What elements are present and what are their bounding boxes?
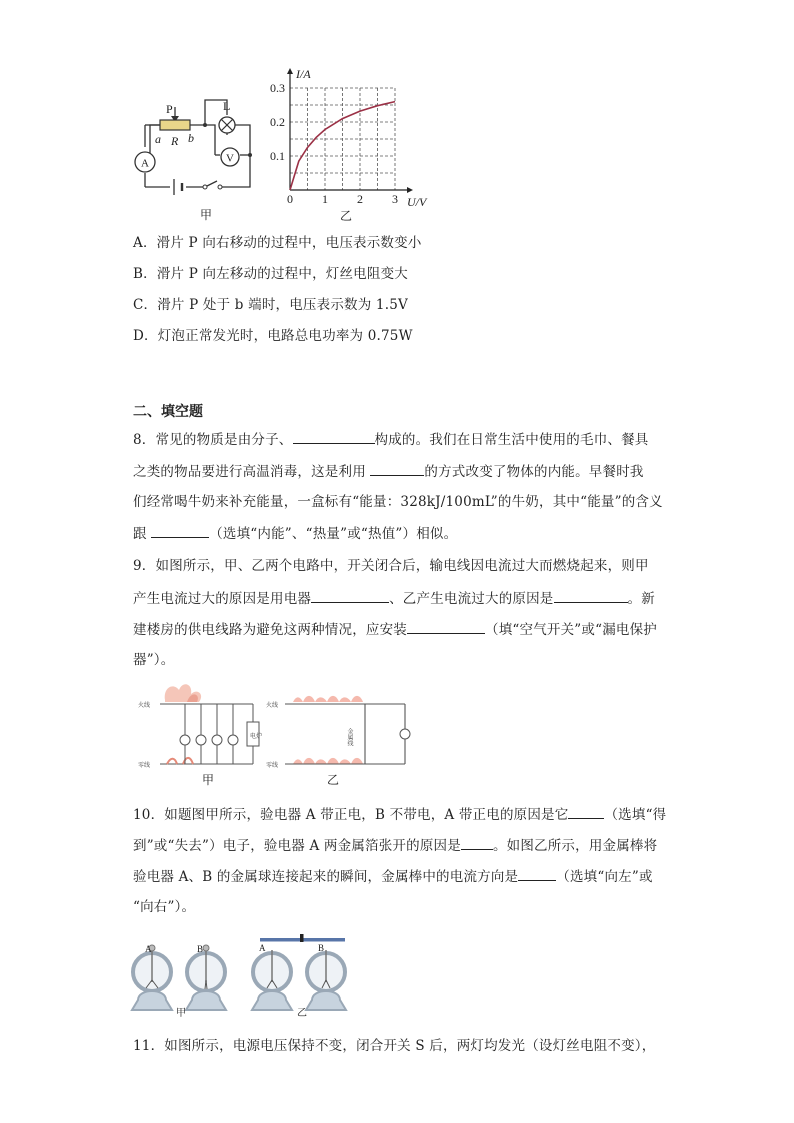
svg-text:甲: 甲: [176, 1008, 186, 1019]
x-axis-label: U/V: [407, 195, 427, 209]
q9-blank-2[interactable]: [554, 589, 628, 603]
circuit-fire-yi: [266, 696, 410, 787]
section-title: 二、填空题: [133, 404, 203, 420]
fire-circuits-figure: [135, 680, 425, 790]
x-tick-label: 2: [357, 192, 363, 206]
svg-text:零线: 零线: [266, 763, 279, 769]
q8-line-3: 们经常喝牛奶来补充能量，一盒标有“能量：328kJ/100mL”的牛奶，其中“能量”的含义: [133, 494, 663, 510]
svg-text:火线: 火线: [266, 703, 279, 709]
q8-line-4: 跟 （选填“内能”、“热量”或“热值”）相似。: [133, 526, 458, 542]
svg-text:金属线: 金属线: [346, 728, 352, 746]
battery: [174, 179, 182, 195]
x-tick-label: 0: [287, 192, 293, 206]
q9-blank-1[interactable]: [311, 589, 389, 603]
electroscope-figure: [130, 930, 355, 1025]
q7-option-d: D．灯泡正常发光时，电路总电功率为 0.75W: [133, 328, 413, 344]
svg-text:A: A: [259, 943, 266, 953]
electroscope-B-jia: [186, 945, 226, 1010]
q8-line-2: 之类的物品要进行高温消毒，这是利用 的方式改变了物体的内能。早餐时我: [133, 464, 644, 480]
q8-blank-1[interactable]: [293, 430, 375, 444]
q10-blank-1[interactable]: [568, 805, 604, 819]
q9-line-4: 器”）。: [133, 652, 175, 668]
svg-text:乙: 乙: [327, 773, 340, 787]
svg-text:B: B: [197, 944, 204, 954]
q10-line-2: 到”或“失去”）电子，验电器 A 两金属箔张开的原因是 。如图乙所示，用金属棒将: [133, 838, 658, 854]
y-axis-arrow: [287, 68, 293, 74]
q8-line-1: 8．常见的物质是由分子、 构成的。我们在日常生活中使用的毛巾、餐具: [133, 432, 649, 448]
svg-text:电炉: 电炉: [250, 734, 263, 740]
x-axis-arrow: [407, 187, 413, 193]
q10-line-3: 验电器 A、B 的金属球连接起来的瞬间，金属棒中的电流方向是 （选填“向左”或: [133, 869, 653, 885]
q9-blank-3[interactable]: [407, 620, 485, 634]
rheostat-R: [160, 120, 190, 130]
q9-line-1: 9．如图所示，甲、乙两个电路中，开关闭合后，输电线因电流过大而燃烧起来，则甲: [133, 558, 649, 574]
q9-line-2: 产生电流过大的原因是用电器 、乙产生电流过大的原因是 。新: [133, 591, 655, 607]
ammeter: [135, 152, 155, 172]
electroscope-B-yi: [306, 950, 346, 1010]
q10-line-4: “向右”）。: [133, 899, 196, 915]
x-tick-label: 3: [392, 192, 398, 206]
y-tick-label: 0.1: [270, 149, 285, 163]
y-axis-label: I/A: [296, 67, 311, 81]
svg-text:甲: 甲: [202, 773, 215, 787]
svg-text:乙: 乙: [297, 1008, 307, 1019]
label-P: P: [166, 102, 173, 116]
svg-text:V: V: [226, 152, 234, 165]
iu-chart-yi: [262, 60, 437, 230]
q8-blank-2[interactable]: [370, 462, 424, 476]
label-a: a: [155, 132, 161, 146]
x-tick-label: 1: [322, 192, 328, 206]
q7-option-a: A．滑片 P 向右移动的过程中，电压表示数变小: [133, 235, 422, 251]
svg-text:A: A: [141, 157, 149, 170]
voltmeter: [221, 148, 239, 166]
q7-option-c: C．滑片 P 处于 b 端时，电压表示数为 1.5V: [133, 297, 408, 313]
q9-line-3: 建楼房的供电线路为避免这两种情况，应安装 （填“空气开关”或“漏电保护: [133, 622, 658, 638]
electroscope-A-yi: [252, 950, 292, 1010]
circuit-diagram-jia: [130, 95, 275, 225]
q7-option-b: B．滑片 P 向左移动的过程中，灯丝电阻变大: [133, 266, 408, 282]
lamp-L: [219, 117, 235, 133]
label-R: R: [171, 134, 179, 148]
y-tick-label: 0.2: [270, 115, 285, 129]
q10-blank-3[interactable]: [518, 867, 556, 881]
svg-text:零线: 零线: [138, 763, 151, 769]
circuit-fire-jia: [138, 684, 262, 787]
label-L: L: [223, 99, 231, 113]
caption-jia: 甲: [200, 208, 213, 222]
svg-text:A: A: [145, 944, 152, 954]
q10-line-1: 10．如题图甲所示，验电器 A 带正电，B 不带电，A 带正电的原因是它 （选填“得: [133, 807, 667, 823]
q11-line-1: 11．如图所示，电源电压保持不变，闭合开关 S 后，两灯均发光（设灯丝电阻不变），: [133, 1038, 656, 1054]
electroscope-A-jia: [132, 945, 172, 1010]
q10-blank-2[interactable]: [461, 836, 493, 850]
svg-text:火线: 火线: [138, 703, 151, 709]
y-tick-label: 0.3: [270, 81, 285, 95]
q8-blank-3[interactable]: [151, 524, 209, 538]
svg-text:B: B: [318, 943, 325, 953]
caption-yi: 乙: [340, 209, 353, 223]
label-b: b: [188, 131, 194, 145]
